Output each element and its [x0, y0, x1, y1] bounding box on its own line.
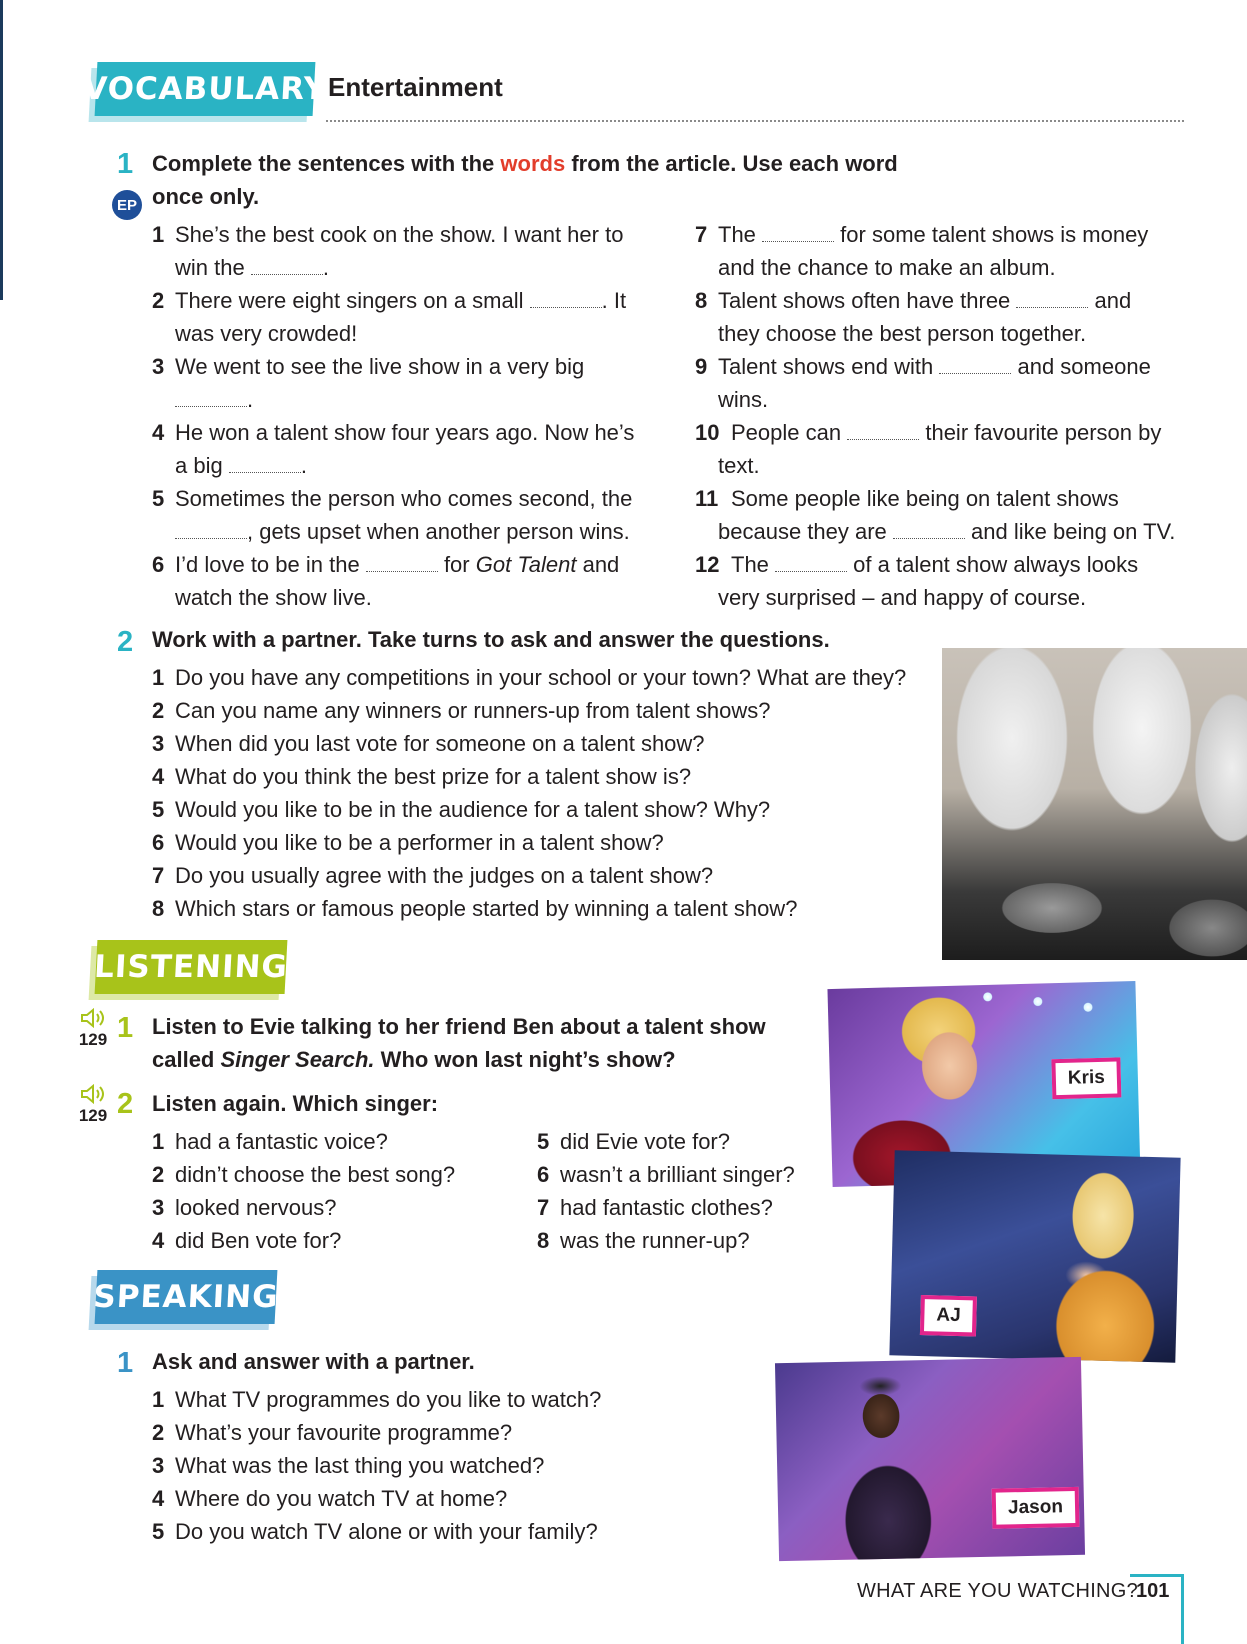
vocabulary-banner	[82, 62, 328, 116]
answer-blank[interactable]	[847, 421, 919, 440]
list-item: 2 Can you name any winners or runners-up from talent shows?	[152, 698, 771, 723]
singer-name-tag: AJ	[920, 1295, 977, 1336]
exercise-instruction: Listen again. Which singer:	[152, 1091, 439, 1116]
track-number: 129	[78, 1106, 108, 1125]
exercise-number: 1	[117, 1012, 134, 1044]
section-title: Entertainment	[328, 72, 503, 102]
list-item: 5 Do you watch TV alone or with your family?	[152, 1519, 598, 1544]
answer-blank[interactable]	[939, 355, 1011, 374]
list-item: 3 looked nervous?	[152, 1195, 337, 1220]
exercise-number: 1	[117, 148, 134, 180]
footer-rule	[1130, 1574, 1182, 1577]
singer-jason-photo	[775, 1357, 1085, 1561]
list-item: 12 The of a talent show always looks very surprised – and happy of course.	[695, 552, 1139, 610]
list-item: 8 was the runner-up?	[537, 1228, 750, 1253]
list-item: 11 Some people like being on talent shows because they are and like being on TV.	[695, 486, 1176, 544]
track-number: 129	[78, 1030, 108, 1049]
answer-blank[interactable]	[175, 388, 247, 407]
list-item: 6 I’d love to be in the for Got Talent and watch the show live.	[152, 552, 620, 610]
exercise-number: 2	[117, 1088, 134, 1120]
page-edge-line	[0, 0, 3, 300]
exercise-instruction: Listen to Evie talking to her friend Ben about a talent show called Singer Search. Who won last night’s show?	[152, 1014, 766, 1072]
list-item: 7 The for some talent shows is money and the chance to make an album.	[695, 222, 1149, 280]
answer-blank[interactable]	[775, 553, 847, 572]
ep-badge: EP	[112, 190, 142, 220]
singer-name-tag: Jason	[992, 1487, 1080, 1529]
list-item: 1 What TV programmes do you like to watch?	[152, 1387, 602, 1412]
speaking-banner	[92, 1270, 280, 1324]
list-item: 5 Sometimes the person who comes second, the , gets upset when another person wins.	[152, 486, 633, 544]
exercise-number: 1	[117, 1347, 134, 1379]
answer-blank[interactable]	[530, 289, 602, 308]
exercise-instruction: Complete the sentences with the words from the article. Use each word once only.	[152, 151, 898, 209]
list-item: 10 People can their favourite person by text.	[695, 420, 1162, 478]
list-item: 2 There were eight singers on a small . It was very crowded!	[152, 288, 627, 346]
answer-blank[interactable]	[893, 520, 965, 539]
answer-blank[interactable]	[1016, 289, 1088, 308]
vocabulary-banner-label: VOCABULARY	[82, 71, 328, 107]
page-number: 101	[1136, 1580, 1170, 1602]
listening-banner-label: LISTENING	[93, 949, 289, 985]
list-item: 3 What was the last thing you watched?	[152, 1453, 545, 1478]
list-item: 8 Talent shows often have three and they choose the best person together.	[695, 288, 1132, 346]
list-item: 1 She’s the best cook on the show. I want her to win the .	[152, 222, 624, 280]
list-item: 4 What do you think the best prize for a talent show is?	[152, 764, 692, 789]
list-item: 7 had fantastic clothes?	[537, 1195, 773, 1220]
exercise-instruction: Work with a partner. Take turns to ask and answer the questions.	[152, 627, 830, 652]
list-item: 2 didn’t choose the best song?	[152, 1162, 456, 1187]
answer-blank[interactable]	[229, 454, 301, 473]
answer-blank[interactable]	[762, 223, 834, 242]
exercise-number: 2	[117, 626, 134, 658]
singer-name-tag: Kris	[1051, 1057, 1121, 1099]
list-item: 1 had a fantastic voice?	[152, 1129, 388, 1154]
speaker-icon	[74, 1008, 112, 1030]
speaker-icon	[74, 1084, 112, 1106]
list-item: 4 did Ben vote for?	[152, 1228, 342, 1253]
list-item: 2 What’s your favourite programme?	[152, 1420, 513, 1445]
listening-banner	[93, 940, 289, 994]
title-rule	[326, 120, 1184, 122]
list-item: 1 Do you have any competitions in your school or your town? What are they?	[152, 665, 907, 690]
list-item: 6 wasn’t a brilliant singer?	[537, 1162, 795, 1187]
list-item: 9 Talent shows end with and someone wins.	[695, 354, 1151, 412]
audio-track[interactable]	[74, 1008, 112, 1050]
list-item: 3 When did you last vote for someone on a talent show?	[152, 731, 705, 756]
list-item: 5 did Evie vote for?	[537, 1129, 730, 1154]
list-item: 3 We went to see the live show in a very big .	[152, 354, 585, 412]
list-item: 4 He won a talent show four years ago. Now he’s a big .	[152, 420, 635, 478]
list-item: 5 Would you like to be in the audience for a talent show? Why?	[152, 797, 771, 822]
list-item: 6 Would you like to be a performer in a talent show?	[152, 830, 664, 855]
answer-blank[interactable]	[366, 553, 438, 572]
exercise-instruction: Ask and answer with a partner.	[152, 1349, 475, 1374]
audio-track[interactable]	[74, 1084, 112, 1126]
list-item: 7 Do you usually agree with the judges on a talent show?	[152, 863, 714, 888]
chefs-cooking-photo	[942, 648, 1247, 960]
answer-blank[interactable]	[175, 520, 247, 539]
highlight-word: words	[500, 151, 566, 176]
list-item: 8 Which stars or famous people started by winning a talent show?	[152, 896, 798, 921]
list-item: 4 Where do you watch TV at home?	[152, 1486, 508, 1511]
footer-unit-title: WHAT ARE YOU WATCHING?	[857, 1580, 1139, 1602]
answer-blank[interactable]	[251, 256, 323, 275]
speaking-banner-label: SPEAKING	[92, 1279, 280, 1315]
singer-aj-photo	[889, 1150, 1180, 1362]
footer-rule-vertical	[1181, 1574, 1184, 1644]
